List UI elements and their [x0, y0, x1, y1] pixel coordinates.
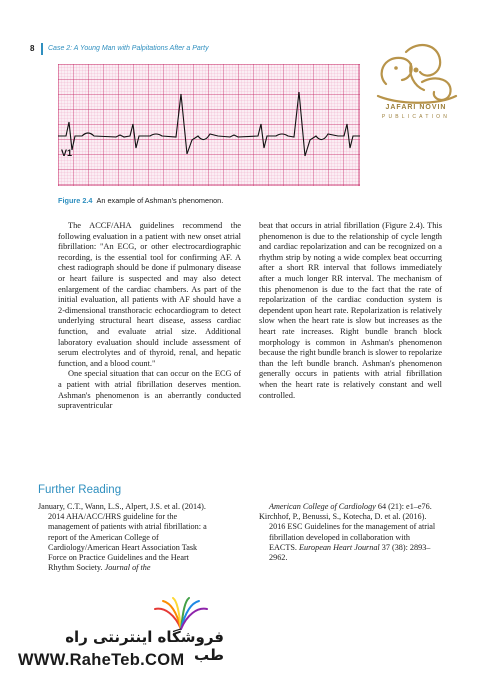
reference-1-tail: 64 (21): e1–e76.	[375, 502, 432, 511]
store-url: WWW.RaheTeb.COM	[18, 651, 185, 669]
reference-1-continued	[259, 502, 437, 512]
figure-caption	[58, 196, 223, 205]
body-paragraph: beat that occurs in atrial fibrillation (Figure 2.4). This phenomenon is due to the relationship of cycle length and cardiac repolarization and can be recognized on a rhythm strip by noting a wide complex beat occurring after a short RR interval that follows immediately after a much longer RR interval. The mechanism of this phenomenon is due to the fact that the rate of repolarization of the cardiac conduction system is dependent upon heart rate. Repolarization is relatively slow when the heart rate is slow but increases as the heart rate increases. Right bundle branch block morphology is common in Ashman's phenomenon because the right bundle branch is slower to repolarize than the left bundle branch. Ashman's phenomenon generally occurs in patients with atrial fibrillation when the heart rate is relatively constant and well controlled.	[259, 221, 442, 400]
figure-caption-label: Figure 2.4	[58, 196, 93, 205]
body-paragraph: The ACCF/AHA guidelines recommend the following evaluation in a patient with new onset atrial fibrillation: "An ECG, or other electrocardiographic recording, is the essential tool for confirming AF. A chest radiograph should be done if pulmonary disease or heart failure is suspected and may also detect enlargement of the cardiac chambers. As part of the initial evaluation, all patients with AF should have a 2-dimensional transthoracic echocardiogram to detect underlying structural heart disease, assess cardiac function, and evaluate atrial size. Additional laboratory evaluation should include assessment of serum electrolytes and of thyroid, renal, and hepatic function, and a blood count."	[58, 221, 241, 368]
header-divider	[41, 43, 43, 55]
reference-2-journal: European Heart Journal	[299, 542, 380, 552]
reference-right-column	[259, 502, 437, 563]
page-number: 8	[30, 44, 35, 53]
figure-caption-text: An example of Ashman's phenomenon.	[96, 196, 224, 205]
store-name: فروشگاه اینترنتی راه طب	[65, 628, 224, 664]
reference-2	[259, 512, 437, 563]
ecg-lead-label: V1	[61, 148, 73, 158]
ecg-strip	[58, 64, 360, 186]
reference-2-tail: 37 (38): 2893–2962.	[269, 542, 431, 563]
reference-1-text: January, C.T., Wann, L.S., Alpert, J.S. et al. (2014). 2014 AHA/ACC/HRS guideline for the management of patients with atrial fibrillation: a report of the American College of Cardiology/American Heart Association Task Force on Practice Guidelines and the Heart Rhythm Society.	[38, 502, 207, 573]
body-right-column	[259, 221, 442, 401]
further-reading-heading: Further Reading	[38, 484, 122, 496]
reference-left-column	[38, 502, 216, 573]
body-paragraph: One special situation that can occur on the ECG of a patient with atrial fibrillation deserves mention. Ashman's phenomenon is an aberrantly conducted supraventricular	[58, 369, 241, 411]
publisher-subtitle: PUBLICATION	[381, 114, 451, 120]
reference-1	[38, 502, 216, 573]
running-head: Case 2: A Young Man with Palpitations After a Party	[48, 45, 209, 52]
publisher-name: JAFARI NOVIN	[385, 104, 447, 111]
body-left-column	[58, 221, 241, 412]
reference-1-journal: Journal of the	[104, 563, 151, 573]
reference-1-journal-cont: American College of Cardiology	[269, 502, 376, 511]
book-logo-icon	[151, 597, 211, 631]
reference-2-text: Kirchhof, P., Benussi, S., Kotecha, D. et al. (2016). 2016 ESC Guidelines for the management of atrial fibrillation developed in collaboration with EACTS.	[259, 512, 436, 552]
